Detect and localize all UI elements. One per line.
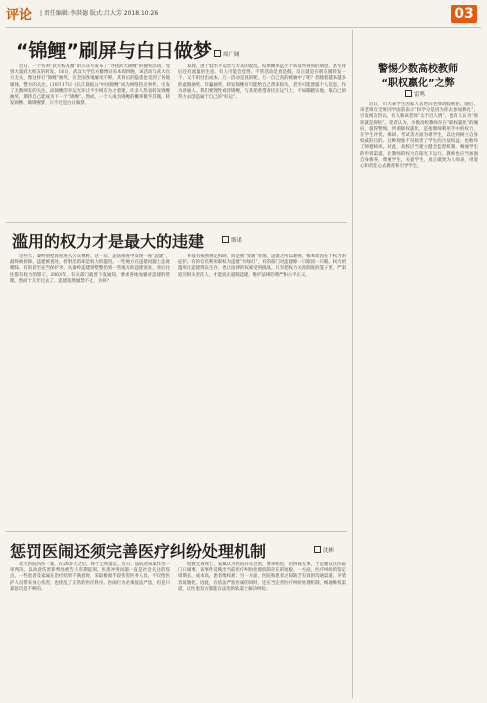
author-box-icon	[214, 50, 221, 57]
article3-byline: 沈彬	[314, 546, 334, 554]
page-number: 03	[451, 5, 477, 23]
sidebar-body: 近日，川大某学生因家人去世向老师请假被拒。随后，该老师在全班同学面前表示“扣学分是因为你去参加葬礼”，引发网友热议。有人称该老师“太不近人情”，也有人认为“规矩就是规矩”。笔者认为，少数高校教师存在“职权嬴化”的倾向，值得警惕。所谓职权嬴化，是指教师利用手中的权力，在学生评优、保研、考试等方面为难学生，以达到树立自身权威的目的。这种现象不仅损害了学生的合法权益，也败坏了师德师风。对此，高校应当建立健全监督机制，畅通学生的申诉渠道，让教师的权力在阳光下运行。教师也应当加强自身修养，尊重学生、关爱学生，真正做到为人师表，用爱心和责任心去教育和引导学生。	[360, 102, 478, 170]
article1-col2: 发现，由于低水平运营与方式的混乱，结果概率远小于转发所得到的期望，甚至背后还有流量的生意。有人可能会觉得，不管活动是真是假，反正就是在朋友圈转发一下，又不用付出成本，万一活动是真的呢，万一自己真的被抽中了呢？但随着越来越多的虚假抽奖、诈骗抽奖，转发锦鲤有可能给自己带来损失，甚至可能泄露个人信息。作为普通人，我们要理性看待锦鲤，与其把希望寄托在运气上，不如脚踏实地，靠自己的努力去创造属于自己的“好运”。	[178, 64, 346, 101]
article3-title: 惩罚医闹还须完善医疗纠纷处理机制	[10, 542, 267, 561]
article2-byline: 斯诺	[222, 236, 242, 244]
sidebar-title-line2: “职权嬴化”之弊	[381, 78, 455, 89]
article1-title: “锦鲤”刷屏与白日做梦	[16, 40, 212, 62]
article3-col2: 抢救无效死亡，家属认为医院存在过错，要求赔偿，但协商无果，于是聚众在医院门口闹事。该事件反映出当前医疗纠纷处理机制存在的短板。一方面，医疗纠纷的鉴定周期长、成本高，患者维权难；另一方面，医院和患者之间缺乏有效的沟通渠道，矛盾容易激化。因此，在依法严惩医闹的同时，还应当完善医疗纠纷处理机制，畅通维权渠道，让医患双方都能在法治的轨道上解决纠纷。	[178, 562, 346, 592]
section-title: 评论	[6, 8, 33, 23]
article3-col1: 北大医院伤医一案，在20多天之后，终于尘埃落定。近日，法院对该案作出一审判决，以故意伤害罪判处被告人有期徒刑。医患冲突问题一直是社会关注的焦点，一些患者及家属在治疗结果不满意时，采取极端手段伤害医务人员，不仅给医护人员带来身心伤害，也扰乱了正常的医疗秩序。医闹行为必须依法严惩，但是只靠惩罚是不够的。	[10, 562, 170, 592]
sidebar-title-line1: 警惕少数高校教师	[378, 64, 458, 75]
article-divider	[6, 531, 347, 532]
author-box-icon	[314, 546, 321, 553]
article2-col1: 这些天，秦岭别墅再度进入公众视野。这一次，违法排查中发现一座“违建”，最终被拆除。违建被查处，折射出的却是权力的滥用。一些地方在违建问题上态度暧昧，有的甚至充当保护伞。从秦岭违建别墅整治到一些地方的违建查处，背后往往都有权力的影子。2003年，有关部门就曾下发通知，要求各地加强对违建的管理。然而十几年过去了，违建依然屡禁不止，为何？	[10, 254, 170, 284]
header-divider	[6, 27, 481, 28]
article-divider	[6, 222, 347, 223]
article2-title: 滥用的权力才是最大的违建	[12, 232, 205, 251]
author-box-icon	[405, 90, 412, 97]
article1-byline: 周广阔	[214, 50, 240, 58]
article2-col2: 并没有按照规定拆除，而是被“变通”处理。违建之所以难拆，根本原因在于权力的庇护。有的官员利用职权为违建“开绿灯”，有的部门对违建睁一只眼闭一只眼。权力的滥用让违建得以生存，也让法律的权威受到挑战。只有把权力关进制度的笼子里，严肃追究相关责任人，才能真正遏制违建，维护法律的尊严和公平正义。	[178, 254, 346, 278]
page-header	[0, 0, 487, 26]
author-box-icon	[222, 236, 229, 243]
sidebar-divider	[352, 30, 353, 698]
sidebar-byline: 雷鸣	[405, 90, 425, 98]
article1-col1: 近日，一个名叫“武大校友圈”的公众号发布了“寻找武大锦鲤”的抽奖活动，受到大量武大校友的转发。16日，武汉大学官方微博宣布本周四晚，该活动与武大官方无关，像这样打“锦鲤”抽奖，在全国各地屡见不鲜，其背后的隐患也受到了各地媒体、警方的关注。(10月17日《长江商报》)“中国锦鲤”成为网络热点事件，引发了无数网友的关注，而锦鲤的幸运光环让不少网友为之着迷。许多人热衷转发锦鲤抽奖，期待自己能成为下一个“锦鲤”。然而，一个人成为锦鲤的概率微乎其微，转发锦鲤、做锦鲤梦，只不过是白日做梦。	[10, 64, 170, 107]
editor-meta: | 责任编辑:李洪德 版式:吕大芳 2018.10.26	[40, 10, 159, 17]
